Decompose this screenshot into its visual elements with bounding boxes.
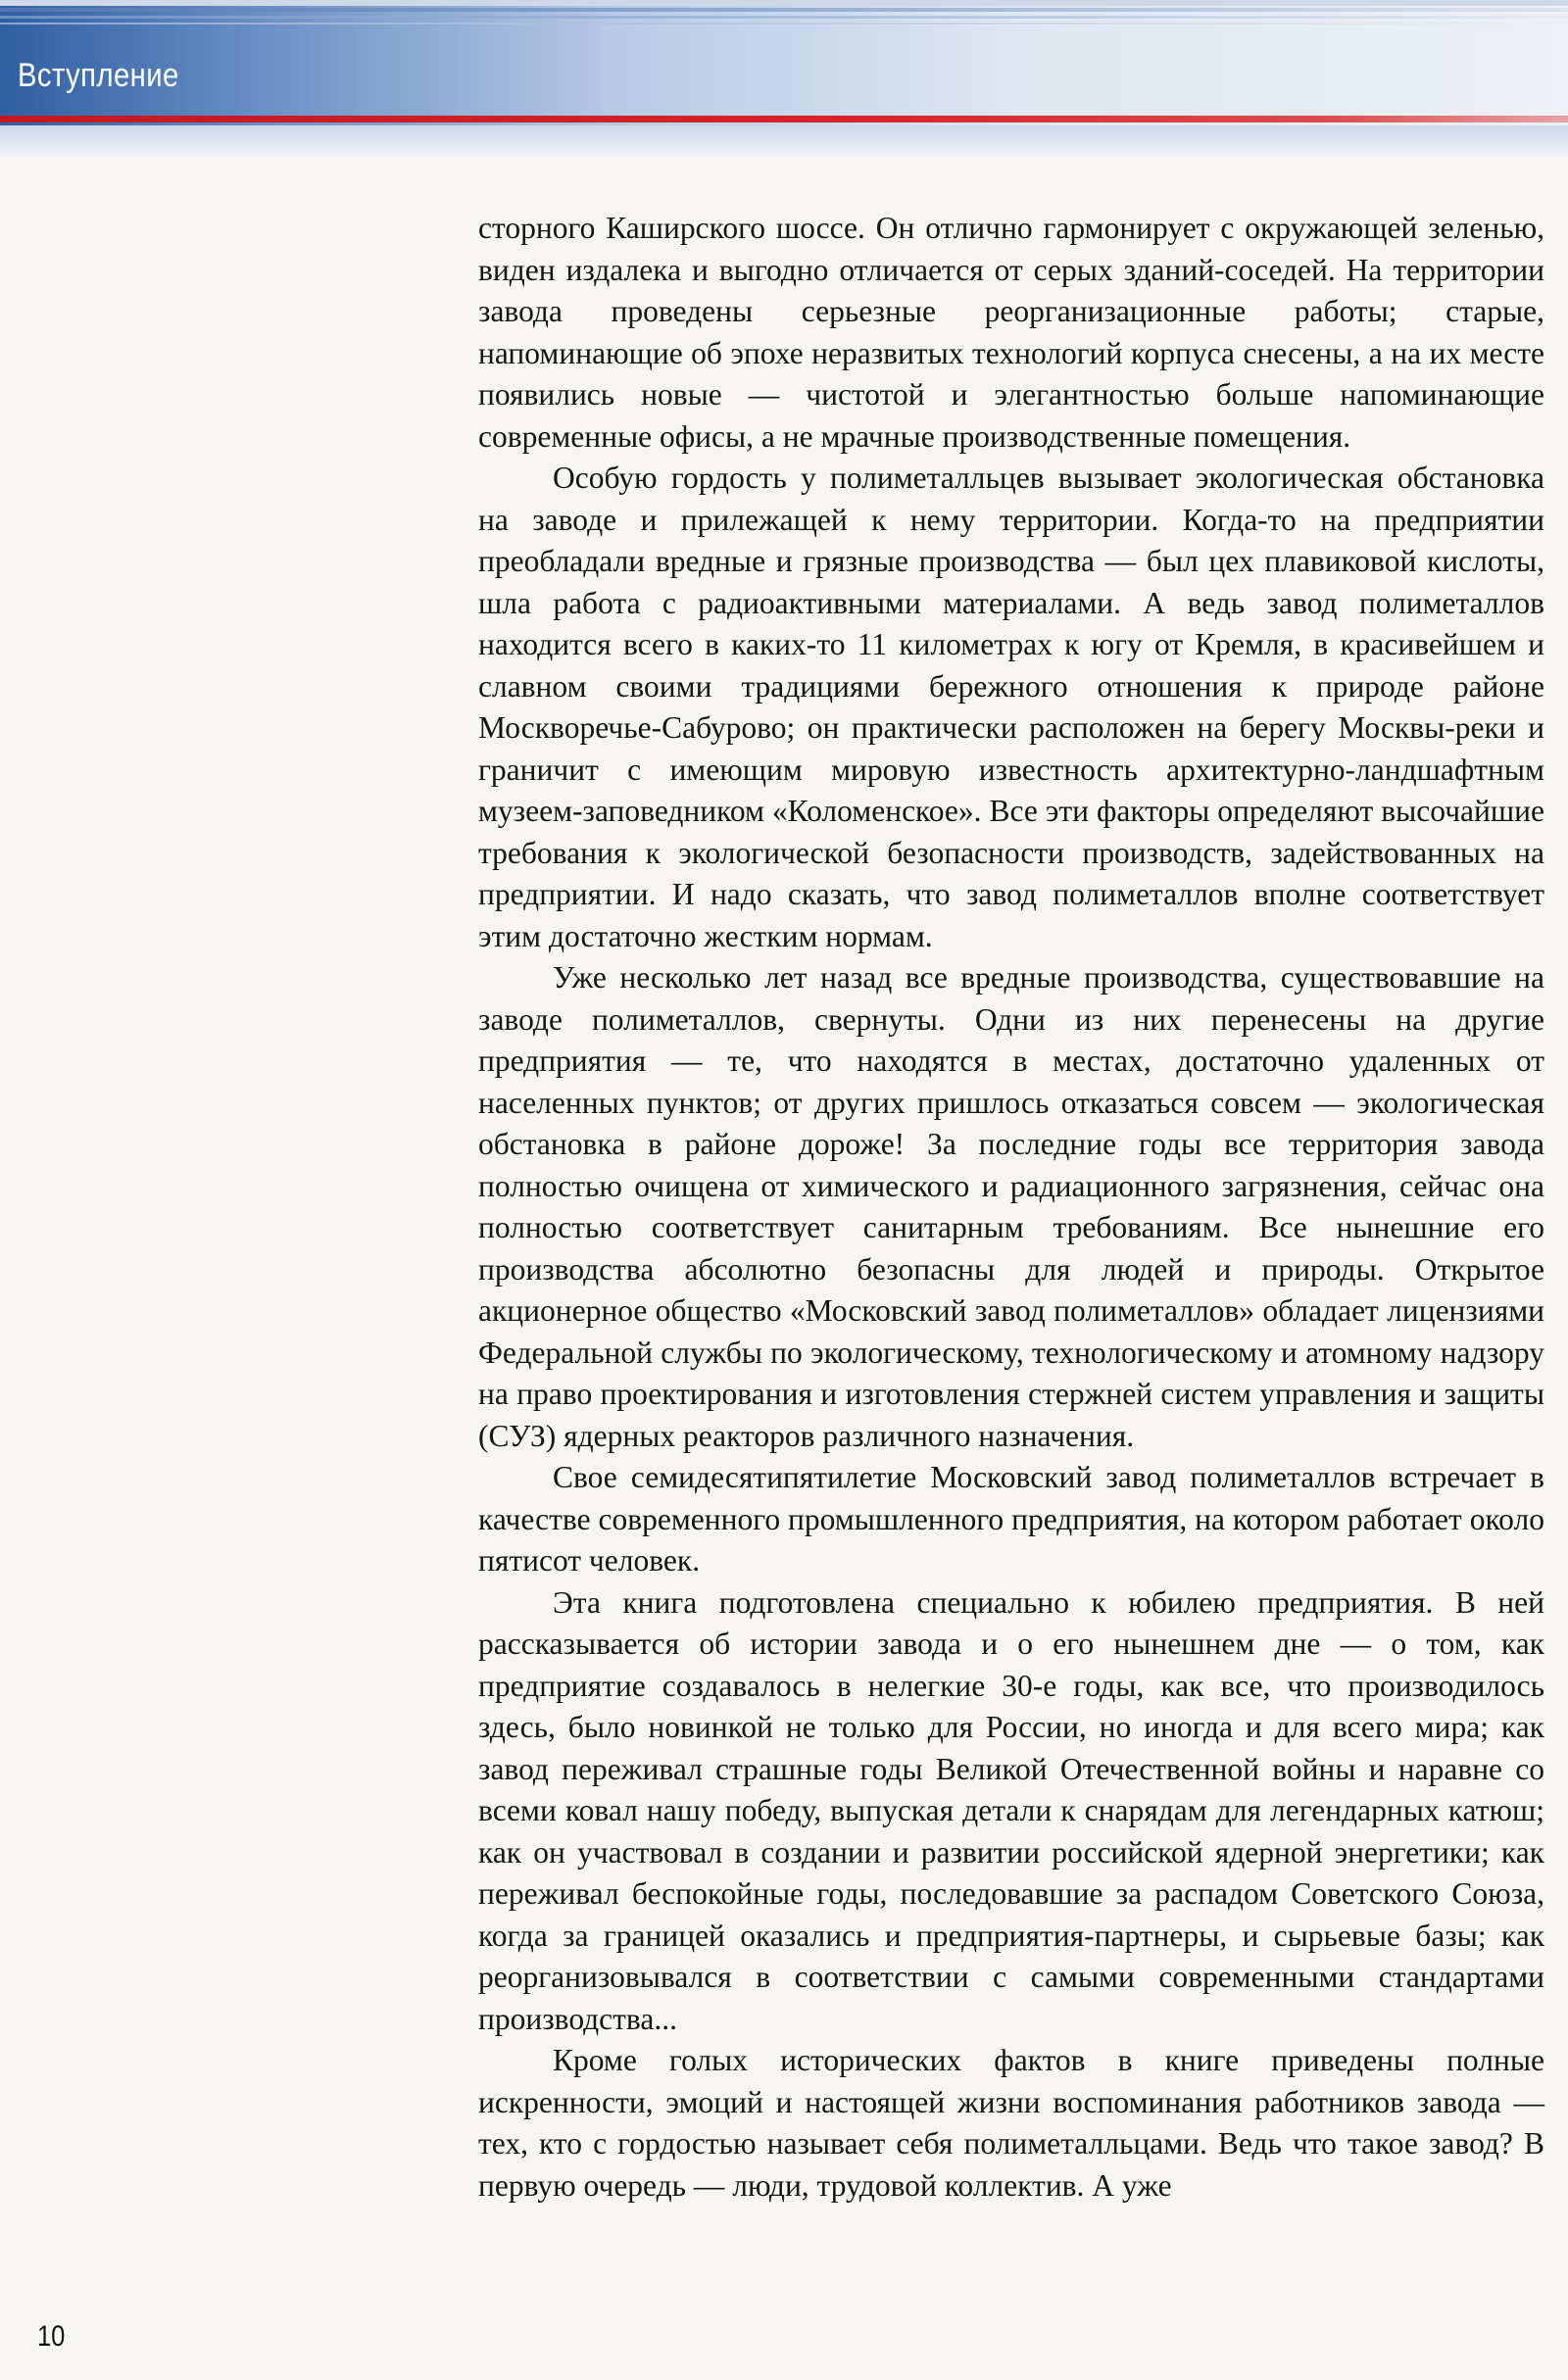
- paragraph: Уже несколько лет назад все вредные производства, существовавшие на заводе полиметаллов, свернуты. Одни из них перенесены на другие предприятия — те, что находятся в местах, достаточно удаленных от населенных пунктов; от других пришлось отказаться совсем — экологическая обстановка в районе дороже! За последние годы все территория завода полностью очищена от химического и радиационного загрязнения, сейчас она полностью соответствует санитарным требованиям. Все нынешние его производства абсолютно безопасны для людей и природы. Открытое акционерное общество «Московский завод полиметаллов» обладает лицензиями Федеральной службы по экологическому, технологическому и атомному надзору на право проектирования и изготовления стержней систем управления и защиты (СУЗ) ядерных реакторов различного назначения.: [478, 960, 1544, 1453]
- header-stripe: [0, 125, 1568, 157]
- paragraph: Свое семидесятипятилетие Московский завод полиметаллов встречает в качестве современного промышленного предприятия, на котором работает около пятисот человек.: [478, 1460, 1544, 1578]
- header-band: [0, 0, 1568, 157]
- header-stripe: [0, 0, 1568, 6]
- paragraph: Особую гордость у полиметалльцев вызывает экологическая обстановка на заводе и прилежащей к нему территории. Когда-то на предприятии преобладали вредные и грязные производства — был цех плавиковой кислоты, шла работа с радиоактивными материалами. А ведь завод полиметаллов находится всего в каких-то 11 километрах к югу от Кремля, в красивейшем и славном своими традициями бережного отношения к природе районе Москворечье-Сабурово; он практически расположен на берегу Москвы-реки и граничит с имеющим мировую известность архитектурно-ландшафтным музеем-заповедником «Коломенское». Все эти факторы определяют высочайшие требования к экологической безопасности производств, задействованных на предприятии. И надо сказать, что завод полиметаллов вполне соответствует этим достаточно жестким нормам.: [478, 461, 1544, 953]
- header-stripe: [0, 8, 1568, 12]
- article-body: [478, 208, 1544, 2207]
- header-stripe: [0, 23, 1568, 24]
- paragraph: Кроме голых исторических фактов в книге приведены полные искренности, эмоций и настоящей жизни воспоминания работников завода — тех, кто с гордостью называет себя полиметалльцами. Ведь что такое завод? В первую очередь — люди, трудовой коллектив. А уже: [478, 2043, 1544, 2203]
- section-title: Вступление: [18, 57, 179, 94]
- header-stripe: [0, 16, 1568, 19]
- paragraph: сторного Каширского шоссе. Он отлично гармонирует с окружающей зеленью, виден издалека и выгодно отличается от серых зданий-соседей. На территории завода проведены серьезные реорганизационные работы; старые, напоминающие об эпохе неразвитых технологий корпуса снесены, а на их месте появились новые — чистотой и элегантностью больше напоминающие современные офисы, а не мрачные производственные помещения.: [478, 211, 1544, 454]
- paragraph: Эта книга подготовлена специально к юбилею предприятия. В ней рассказывается об истории завода и о его нынешнем дне — о том, как предприятие создавалось в нелегкие 30-е годы, как все, что производилось здесь, было новинкой не только для России, но иногда и для всего мира; как завод переживал страшные годы Великой Отечественной войны и наравне со всеми ковал нашу победу, выпуская детали к снарядам для легендарных катюш; как он участвовал в создании и развитии российской ядерной энергетики; как переживал беспокойные годы, последовавшие за распадом Советского Союза, когда за границей оказались и предприятия-партнеры, и сырьевые базы; как реорганизовывался в соответствии с самыми современными стандартами производства...: [478, 1584, 1544, 2036]
- page-number: 10: [37, 2320, 66, 2353]
- header-red-rule: [0, 116, 1568, 122]
